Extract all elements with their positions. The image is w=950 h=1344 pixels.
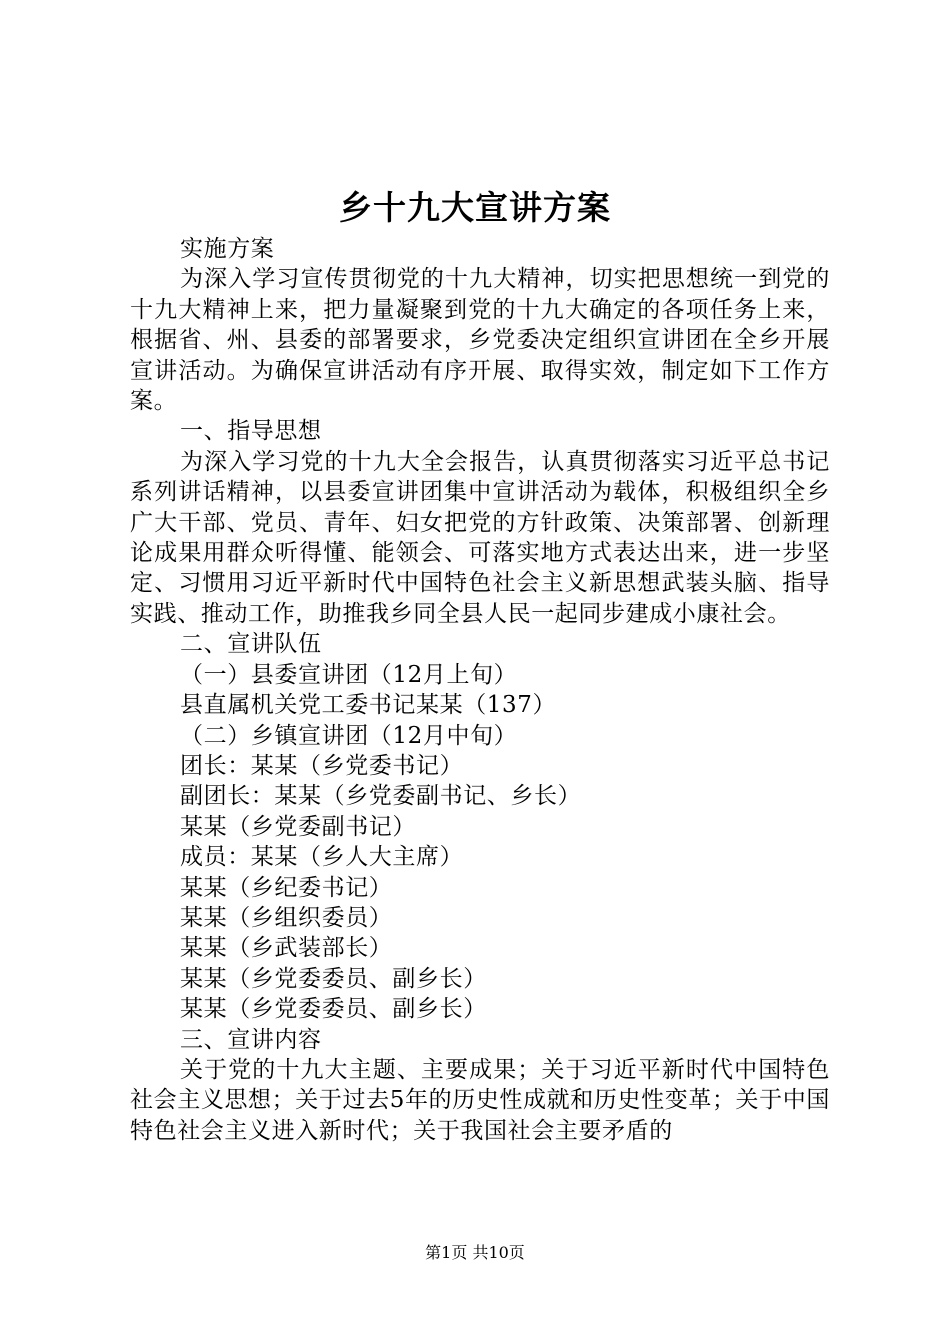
subheading-county-team: （一）县委宣讲团（12月上旬） — [180, 661, 518, 688]
paragraph-implementation-plan: 实施方案 — [180, 236, 275, 262]
list-item: 某某（乡党委委员、副乡长） — [180, 996, 487, 1023]
document-title: 乡十九大宣讲方案 — [339, 188, 611, 227]
heading-lecture-team: 二、宣讲队伍 — [180, 631, 322, 658]
list-item: 某某（乡党委副书记） — [180, 813, 416, 840]
list-item: 县直属机关党工委书记某某（137） — [180, 692, 557, 719]
list-item: 团长：某某（乡党委书记） — [180, 752, 464, 779]
list-item: 成员：某某（乡人大主席） — [180, 844, 464, 871]
list-item: 某某（乡武装部长） — [180, 935, 393, 962]
subheading-township-team: （二）乡镇宣讲团（12月中旬） — [180, 722, 518, 749]
paragraph-guiding-thought: 为深入学习党的十九大全会报告，认真贯彻落实习近平总书记系列讲话精神，以县委宣讲团集中宣讲活动为载体，积极组织全乡广大干部、党员、青年、妇女把党的方针政策、决策部署、创新理论成果用群众听得懂、能领会、可落实地方式表达出来，进一步坚定、习惯用习近平新时代中国特色社会主义新思想武装头脑、指导实践、推动工作，助推我乡同全县人民一起同步建成小康社会。 — [130, 448, 830, 627]
list-item: 某某（乡党委委员、副乡长） — [180, 965, 487, 992]
page-number-footer: 第1页 共10页 — [425, 1243, 525, 1262]
heading-lecture-content: 三、宣讲内容 — [180, 1026, 322, 1053]
document-body — [130, 234, 830, 1146]
heading-guiding-thought: 一、指导思想 — [180, 418, 322, 445]
paragraph-intro: 为深入学习宣传贯彻党的十九大精神，切实把思想统一到党的十九大精神上来，把力量凝聚到党的十九大确定的各项任务上来，根据省、州、县委的部署要求，乡党委决定组织宣讲团在全乡开展宣讲活动。为确保宣讲活动有序开展、取得实效，制定如下工作方案。 — [130, 266, 830, 415]
list-item: 某某（乡纪委书记） — [180, 874, 393, 901]
list-item: 副团长：某某（乡党委副书记、乡长） — [180, 783, 582, 810]
list-item: 某某（乡组织委员） — [180, 904, 393, 931]
paragraph-lecture-content: 关于党的十九大主题、主要成果；关于习近平新时代中国特色社会主义思想；关于过去5年的历史性成就和历史性变革；关于中国特色社会主义进入新时代；关于我国社会主要矛盾的 — [130, 1056, 830, 1144]
